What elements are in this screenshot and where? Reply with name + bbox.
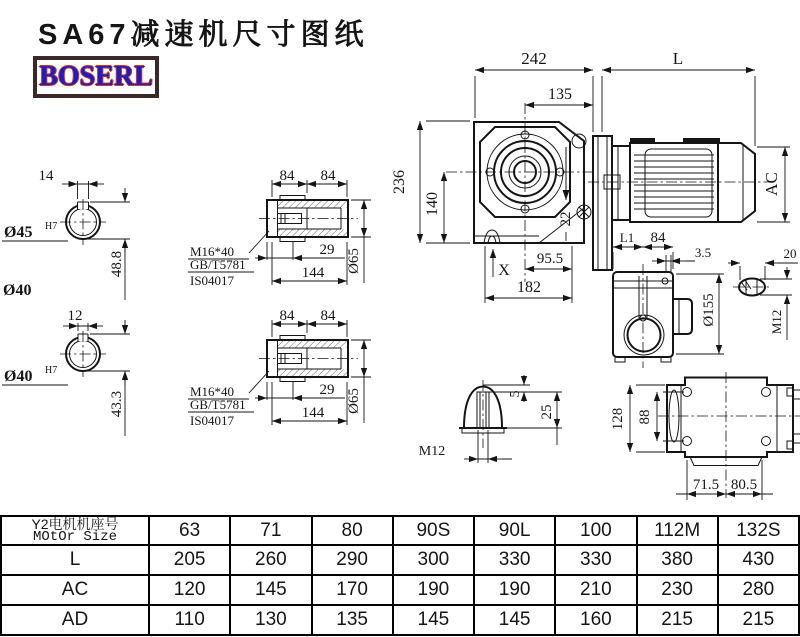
sleeve-view-top (188, 168, 371, 288)
table-cell: 230 (637, 575, 718, 605)
dim-sleeve-dia: Ø65 (346, 248, 362, 274)
table-row-L (1, 545, 799, 575)
dim-keyway-width-45: 14 (38, 168, 54, 184)
table-cell: 145 (393, 605, 474, 635)
dim-sleeve2-seg-a: 84 (279, 308, 295, 324)
dim-sleeve2-dia: Ø65 (346, 388, 362, 414)
dim-plug-thread-M12: M12 (769, 309, 784, 335)
dim-motor-dia-AC: AC (762, 172, 781, 196)
bottom-view-gearbox (610, 372, 800, 500)
dim-gap-3-5: 3.5 (694, 245, 712, 260)
table-cell: 210 (555, 575, 636, 605)
table-cell: 430 (718, 545, 799, 575)
table-cell: 300 (393, 545, 474, 575)
dim-keyway-depth-40: 43.3 (109, 390, 125, 418)
side-view-gearbox (613, 230, 798, 368)
table-cell: 380 (637, 545, 718, 575)
label-std-gb-2: GB/T5781 (190, 397, 246, 412)
sleeve-view-bottom (188, 308, 371, 428)
col-header: 100 (555, 516, 636, 545)
dim-center-height-140: 140 (424, 192, 441, 216)
dim-x-mark: X (498, 262, 510, 279)
table-cell: 190 (474, 575, 555, 605)
dim-side-84: 84 (650, 230, 666, 246)
dim-depth-25: 25 (539, 404, 555, 420)
col-header: 90S (393, 516, 474, 545)
page-title: SA67减速机尺寸图纸 (38, 19, 369, 51)
table-cell: 130 (230, 605, 311, 635)
label-std-iso-2: IS04017 (190, 413, 235, 428)
table-cell: 120 (149, 575, 230, 605)
dim-gearbox-width: 242 (521, 49, 547, 68)
motor-size-table (0, 515, 800, 636)
col-header: 71 (230, 516, 311, 545)
dim-128: 128 (610, 407, 626, 431)
label-bore-40: Ø40 (4, 368, 33, 385)
dim-keyway-width-40: 12 (67, 308, 83, 324)
col-header: 112M (637, 516, 718, 545)
bore-view-45 (2, 168, 130, 300)
dim-71-5: 71.5 (692, 477, 720, 493)
dim-base-182: 182 (517, 279, 541, 296)
label-fit-40: H7 (45, 365, 58, 376)
row-label: L (1, 545, 149, 575)
table-header-row (1, 516, 799, 545)
dim-sleeve-seg-a: 84 (279, 168, 295, 184)
table-cell: 215 (718, 605, 799, 635)
dim-88: 88 (637, 409, 653, 425)
dim-80-5: 80.5 (730, 477, 758, 493)
table-cell: 330 (555, 545, 636, 575)
dim-sleeve-total: 144 (301, 265, 325, 281)
col-header: 80 (312, 516, 393, 545)
label-fit-45: H7 (45, 221, 58, 232)
table-cell: 170 (312, 575, 393, 605)
label-bolt-spec: M16*40 (190, 244, 235, 259)
dim-sleeve-seg-b: 84 (320, 168, 336, 184)
dim-height-236: 236 (391, 170, 408, 194)
col-header: 90L (474, 516, 555, 545)
table-cell: 145 (230, 575, 311, 605)
table-row-AC (1, 575, 799, 605)
bore-view-40 (2, 308, 130, 436)
plug-view (419, 375, 562, 463)
table-header-en: MOtOr Size (32, 529, 117, 545)
table-cell: 160 (555, 605, 636, 635)
dim-plug-20: 20 (783, 246, 797, 261)
dim-sleeve2-total: 144 (301, 405, 325, 421)
table-header-cell (1, 516, 149, 545)
dim-flange-135: 135 (548, 86, 572, 103)
label-shaft-dia: Ø40 (3, 282, 32, 299)
col-header: 132S (718, 516, 799, 545)
dim-tip-5: 5 (508, 390, 523, 398)
col-header: 63 (149, 516, 230, 545)
row-label: AC (1, 575, 149, 605)
dim-sleeve2-cap: 29 (319, 382, 335, 398)
dim-keyway-depth-45: 48.8 (109, 250, 125, 278)
table-cell: 260 (230, 545, 311, 575)
label-bolt-spec-2: M16*40 (190, 384, 235, 399)
table-cell: 110 (149, 605, 230, 635)
dim-sleeve2-seg-b: 84 (320, 308, 336, 324)
table-cell: 135 (312, 605, 393, 635)
table-cell: 215 (637, 605, 718, 635)
table-cell: 280 (718, 575, 799, 605)
row-label: AD (1, 605, 149, 635)
dim-flange-dia-155: Ø155 (701, 293, 717, 327)
label-bore-45: Ø45 (4, 224, 33, 241)
table-cell: 205 (149, 545, 230, 575)
table-cell: 330 (474, 545, 555, 575)
table-row-AD (1, 605, 799, 635)
table-cell: 190 (393, 575, 474, 605)
dim-motor-length-L: L (672, 49, 684, 68)
dim-sleeve-cap: 29 (319, 242, 335, 258)
brand-logo: BOSERL (33, 56, 159, 98)
label-std-gb: GB/T5781 (190, 257, 246, 272)
dim-offset-95-5: 95.5 (536, 251, 564, 267)
dim-L1: L1 (619, 230, 635, 245)
table-cell: 290 (312, 545, 393, 575)
label-std-iso: IS04017 (190, 273, 235, 288)
front-view-gearbox-motor (391, 49, 790, 303)
dim-thread-M12: M12 (418, 444, 446, 459)
table-header-cn: Y2电机机座号 (31, 516, 119, 532)
table-cell: 145 (474, 605, 555, 635)
dim-corner-22: 22 (558, 211, 574, 227)
